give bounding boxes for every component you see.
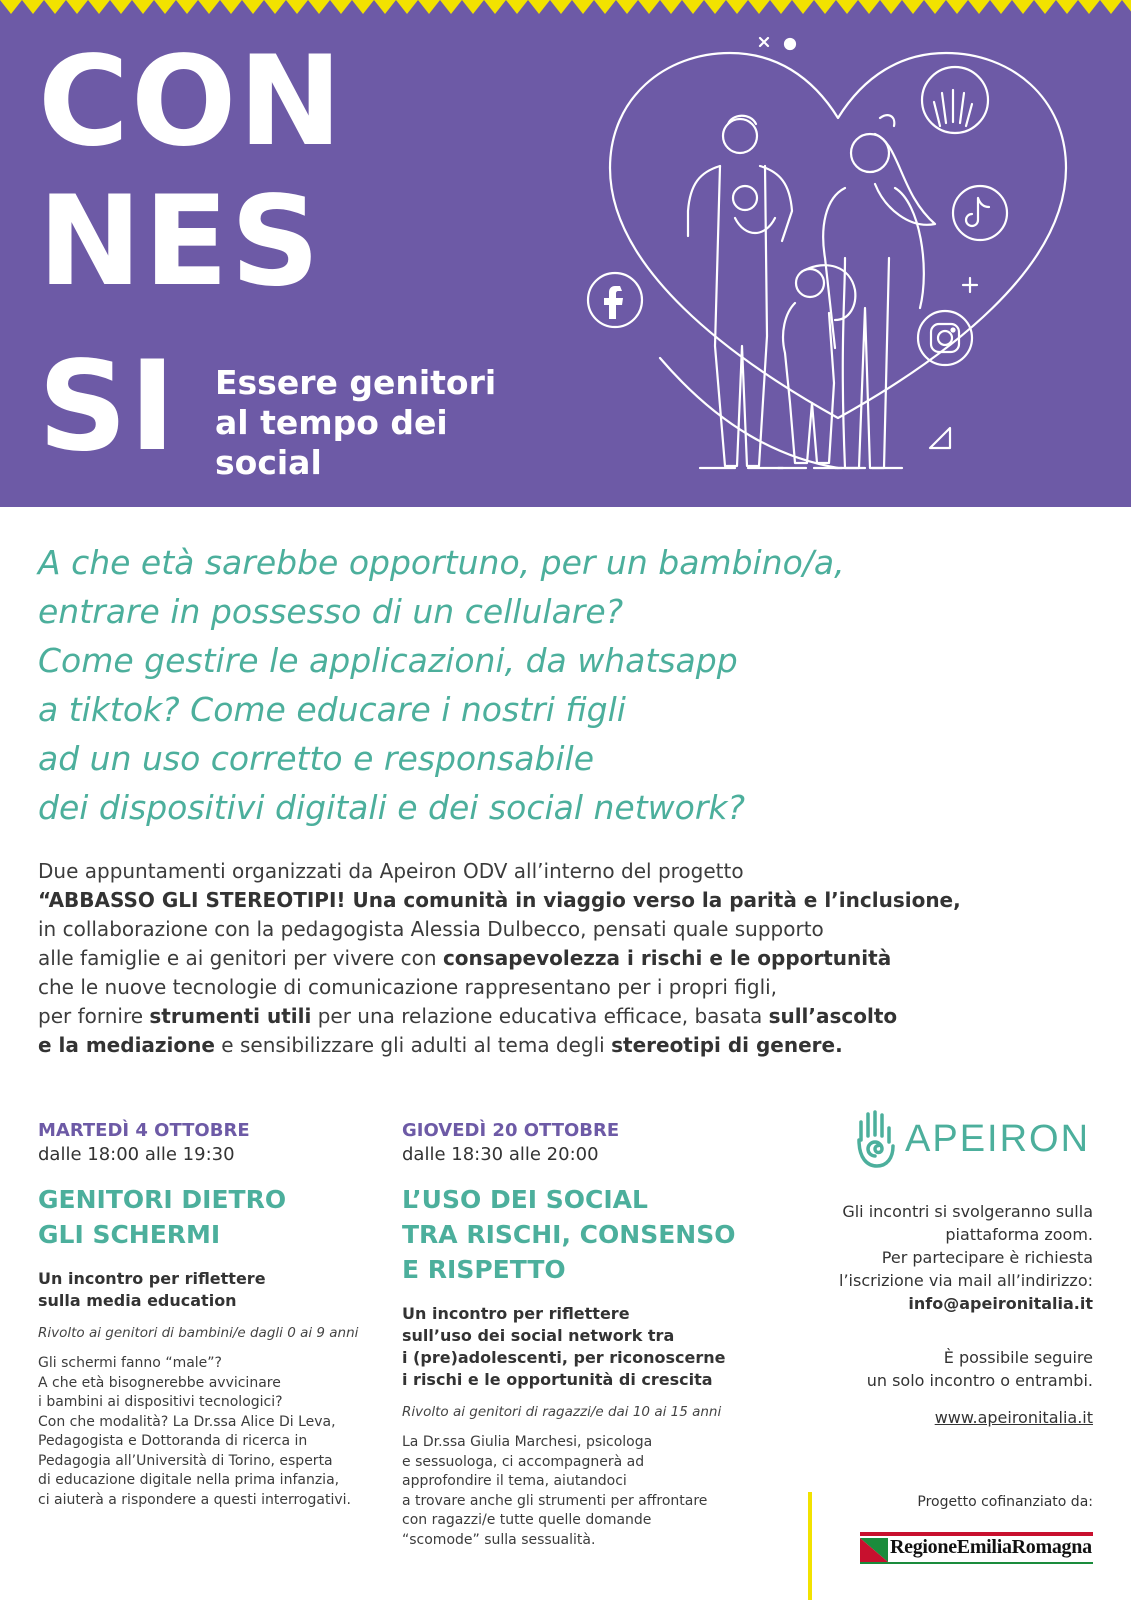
main-question	[38, 538, 1098, 832]
family-illustration	[580, 28, 1100, 498]
regione-logo	[860, 1528, 1093, 1568]
intro-text: e sensibilizzare gli adulti al tema degli	[214, 1033, 612, 1057]
event-description-line: i bambini ai dispositivi tecnologici?	[38, 1394, 283, 1410]
hero-subtitle	[215, 363, 496, 483]
event-subtitle-line: Un incontro per riflettere	[38, 1269, 266, 1288]
event-description	[402, 1433, 762, 1550]
hero-subtitle-line: social	[215, 443, 322, 482]
hand-icon	[922, 67, 988, 133]
event-description	[38, 1354, 368, 1510]
event-subtitle-line: i rischi e le opportunità di crescita	[402, 1370, 713, 1389]
event-description-line: Con che modalità? La Dr.ssa Alice Di Leva,	[38, 1413, 336, 1430]
question-line: Come gestire le applicazioni, da whatsapp	[38, 641, 738, 680]
info-line: Gli incontri si svolgeranno sulla	[842, 1202, 1093, 1221]
event-date: GIOVEDÌ 20 OTTOBRE	[402, 1120, 620, 1141]
intro-emphasis: e la mediazione	[38, 1033, 215, 1057]
event-subtitle	[38, 1268, 368, 1312]
event-description-line: ci aiuterà a rispondere a questi interrogativi.	[38, 1491, 351, 1508]
follow-line: un solo incontro o entrambi.	[866, 1371, 1093, 1390]
event-subtitle	[402, 1303, 762, 1391]
intro-text: alle famiglie e ai genitori per vivere con	[38, 946, 443, 970]
event-target: Rivolto ai genitori di ragazzi/e dai 10 ai 15 anni	[402, 1404, 722, 1420]
question-line: entrare in possesso di un cellulare?	[38, 592, 624, 631]
event-2	[402, 1120, 762, 1550]
email-link[interactable]: info@apeironitalia.it	[908, 1294, 1093, 1313]
apeiron-hand-icon	[853, 1110, 897, 1168]
intro-emphasis: consapevolezza i rischi e le opportunità	[442, 946, 892, 970]
website-link[interactable]: www.apeironitalia.it	[934, 1408, 1093, 1427]
intro-line	[38, 944, 1098, 973]
event-description-line: Pedagogista e Dottoranda di ricerca in	[38, 1433, 308, 1449]
heart-icon	[610, 53, 1066, 468]
info-line: Per partecipare è richiesta	[881, 1248, 1093, 1267]
event-description-line: La Dr.ssa Giulia Marchesi, psicologa	[402, 1434, 653, 1450]
event-description-line: Gli schermi fanno “male”?	[38, 1355, 222, 1371]
intro-project-name: “ABBASSO GLI STEREOTIPI! Una comunità in viaggio verso la parità e l’inclusione,	[38, 888, 961, 912]
event-subtitle-line: sull’uso dei social network tra	[402, 1326, 675, 1345]
event-1	[38, 1120, 368, 1510]
event-title	[402, 1182, 762, 1287]
instagram-icon	[918, 311, 972, 365]
hero-subtitle-line: Essere genitori	[215, 363, 497, 402]
hero-banner	[0, 0, 1131, 507]
info-line: piattaforma zoom.	[945, 1225, 1093, 1244]
event-title-line: E RISPETTO	[402, 1255, 566, 1284]
event-description-line: a trovare anche gli strumenti per affrontare	[402, 1492, 708, 1509]
hero-subtitle-line: al tempo dei	[215, 403, 448, 442]
intro-emphasis: strumenti utili	[149, 1004, 312, 1028]
intro-line	[38, 1002, 1098, 1031]
event-title-line: GLI SCHERMI	[38, 1220, 221, 1249]
question-line: A che età sarebbe opportuno, per un bambino/a,	[38, 543, 845, 582]
info-line: l’iscrizione via mail all’indirizzo:	[839, 1271, 1093, 1290]
follow-line: È possibile seguire	[943, 1348, 1093, 1367]
hero-title-line-2: NES	[38, 170, 322, 314]
event-description-line: A che età bisognerebbe avvicinare	[38, 1374, 281, 1391]
regione-logo-text: RegioneEmiliaRomagna	[890, 1536, 1092, 1558]
intro-line: che le nuove tecnologie di comunicazione rappresentano per i propri figli,	[38, 975, 778, 999]
follow-info	[805, 1346, 1093, 1392]
event-time: dalle 18:00 alle 19:30	[38, 1144, 235, 1165]
facebook-icon	[588, 273, 642, 327]
event-target: Rivolto ai genitori di bambini/e dagli 0 ai 9 anni	[38, 1325, 359, 1341]
event-title-line: GENITORI DIETRO	[38, 1185, 287, 1214]
event-description-line: con ragazzi/e tutte quelle domande	[402, 1512, 652, 1528]
event-description-line: approfondire il tema, aiutandoci	[402, 1473, 627, 1489]
event-subtitle-line: sulla media education	[38, 1291, 237, 1310]
intro-line	[38, 1031, 1098, 1060]
event-subtitle-line: i (pre)adolescenti, per riconoscerne	[402, 1348, 726, 1367]
event-subtitle-line: Un incontro per riflettere	[402, 1304, 630, 1323]
intro-paragraph	[38, 857, 1098, 1060]
event-description-line: di educazione digitale nella prima infanzia,	[38, 1472, 340, 1488]
event-time: dalle 18:30 alle 20:00	[402, 1144, 599, 1165]
event-description-line: Pedagogia all’Università di Torino, esperta	[38, 1452, 333, 1469]
intro-emphasis: stereotipi di genere.	[611, 1033, 843, 1057]
event-date: MARTEDÌ 4 OTTOBRE	[38, 1120, 250, 1141]
zigzag-border	[0, 0, 1131, 22]
question-line: ad un uso corretto e responsabile	[38, 739, 595, 778]
participation-info	[805, 1200, 1093, 1315]
intro-line	[38, 886, 1098, 915]
intro-text: per fornire	[38, 1004, 150, 1028]
intro-text: per una relazione educativa efficace, basata	[311, 1004, 769, 1028]
intro-line: in collaborazione con la pedagogista Alessia Dulbecco, pensati quale supporto	[38, 917, 824, 941]
apeiron-logo-text: APEIRON	[905, 1118, 1091, 1160]
event-description-line: e sessuologa, ci accompagnerà ad	[402, 1453, 645, 1470]
hero-title-line-3: SI	[38, 335, 178, 479]
event-description-line: “scomode” sulla sessualità.	[402, 1531, 596, 1548]
question-line: a tiktok? Come educare i nostri figli	[38, 690, 626, 729]
intro-line: Due appuntamenti organizzati da Apeiron ODV all’interno del progetto	[38, 859, 744, 883]
apeiron-logo	[853, 1110, 1093, 1168]
event-title-line: TRA RISCHI, CONSENSO	[402, 1220, 736, 1249]
cofinanced-label: Progetto cofinanziato da:	[917, 1494, 1093, 1510]
hero-title-line-1: CON	[38, 30, 345, 174]
event-title-line: L’USO DEI SOCIAL	[402, 1185, 648, 1214]
question-line: dei dispositivi digitali e dei social network?	[38, 788, 746, 827]
event-title	[38, 1182, 368, 1252]
intro-emphasis: sull’ascolto	[768, 1004, 898, 1028]
tiktok-icon	[953, 186, 1007, 240]
father-figure	[688, 116, 792, 468]
mother-figure	[823, 115, 935, 468]
